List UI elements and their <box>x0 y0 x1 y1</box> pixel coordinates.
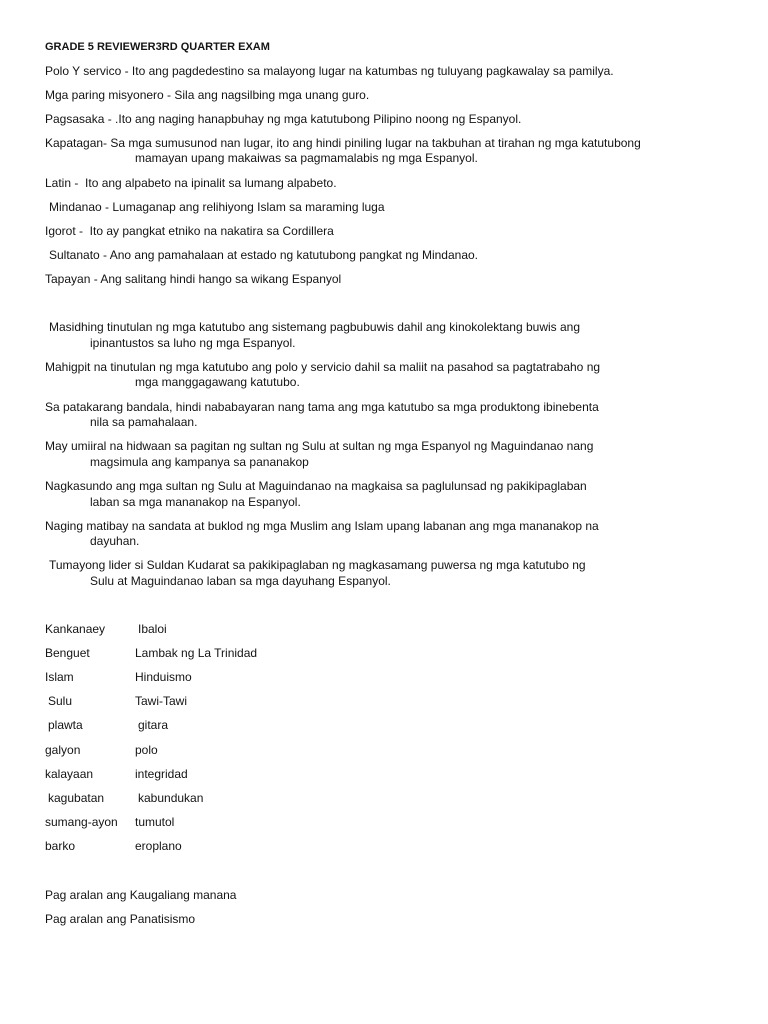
reviewer-item: Pagsasaka - .Ito ang naging hanapbuhay ng mga katutubong Pilipino noong ng Espanyol. <box>45 112 522 126</box>
statement-item: Masidhing tinutulan ng mga katutubo ang sistemang pagbubuwis dahil ang kinokolektang buwis ang <box>49 320 581 334</box>
reviewer-item-continuation: mamayan upang makaiwas sa pagmamalabis ng mga Espanyol. <box>135 151 478 165</box>
document-title: GRADE 5 REVIEWER3RD QUARTER EXAM <box>45 41 270 53</box>
word-pair-left: Sulu <box>48 694 73 708</box>
reviewer-item: Sultanato - Ano ang pamahalaan at estado ng katutubong pangkat ng Mindanao. <box>49 248 478 262</box>
statement-item: Sa patakarang bandala, hindi nababayaran nang tama ang mga katutubo sa mga produktong ibinebenta <box>45 400 599 414</box>
word-pair-right: Tawi-Tawi <box>135 694 188 708</box>
statement-continuation: laban sa mga mananakop na Espanyol. <box>90 495 301 509</box>
word-pair-left: sumang-ayon <box>45 815 118 829</box>
statement-item: Tumayong lider si Suldan Kudarat sa pakikipaglaban ng magkasamang puwersa ng mga katutubo ng <box>49 558 586 572</box>
reviewer-item: Mindanao - Lumaganap ang relihiyong Islam sa maraming luga <box>49 200 385 214</box>
word-pair-right: tumutol <box>135 815 175 829</box>
study-note: Pag aralan ang Panatisismo <box>45 912 196 926</box>
statement-continuation: ipinantustos sa luho ng mga Espanyol. <box>90 336 296 350</box>
reviewer-item: Mga paring misyonero - Sila ang nagsilbing mga unang guro. <box>45 88 370 102</box>
statement-continuation: magsimula ang kampanya sa pananakop <box>90 455 309 469</box>
word-pair-right: integridad <box>135 767 188 781</box>
statement-continuation: dayuhan. <box>90 534 140 548</box>
word-pair-left: barko <box>45 839 76 853</box>
word-pair-right: gitara <box>138 718 169 732</box>
word-pair-left: plawta <box>48 718 83 732</box>
word-pair-left: kalayaan <box>45 767 94 781</box>
word-pair-left: Islam <box>45 670 74 684</box>
word-pair-right: Hinduismo <box>135 670 192 684</box>
word-pair-left: Benguet <box>45 646 90 660</box>
study-note: Pag aralan ang Kaugaliang manana <box>45 888 237 902</box>
reviewer-item: Kapatagan- Sa mga sumusunod nan lugar, ito ang hindi piniling lugar na takbuhan at tirahan ng mga katutubong <box>45 136 641 150</box>
statement-item: Mahigpit na tinutulan ng mga katutubo ang polo y servicio dahil sa maliit na pasahod sa pagtatrabaho ng <box>45 360 601 374</box>
reviewer-item: Polo Y servico - Ito ang pagdedestino sa malayong lugar na katumbas ng tuluyang pagkawalay sa pamilya. <box>45 64 614 78</box>
word-pair-right: Ibaloi <box>138 622 167 636</box>
reviewer-item: Tapayan - Ang salitang hindi hango sa wikang Espanyol <box>45 272 342 286</box>
word-pair-right: polo <box>135 743 158 757</box>
word-pair-left: galyon <box>45 743 81 757</box>
reviewer-item: Latin - Ito ang alpabeto na ipinalit sa lumang alpabeto. <box>45 176 337 190</box>
statement-continuation: nila sa pamahalaan. <box>90 415 198 429</box>
word-pair-right: eroplano <box>135 839 182 853</box>
statement-item: Nagkasundo ang mga sultan ng Sulu at Maguindanao na magkaisa sa paglulunsad ng pakikipaglaban <box>45 479 587 493</box>
statement-continuation: mga manggagawang katutubo. <box>135 375 300 389</box>
statement-continuation: Sulu at Maguindanao laban sa mga dayuhang Espanyol. <box>90 574 391 588</box>
reviewer-item: Igorot - Ito ay pangkat etniko na nakatira sa Cordillera <box>45 224 334 238</box>
statement-item: May umiiral na hidwaan sa pagitan ng sultan ng Sulu at sultan ng mga Espanyol ng Maguindanao nang <box>45 439 594 453</box>
word-pair-right: kabundukan <box>138 791 204 805</box>
word-pair-left: Kankanaey <box>45 622 106 636</box>
word-pair-right: Lambak ng La Trinidad <box>135 646 258 660</box>
word-pair-left: kagubatan <box>48 791 105 805</box>
statement-item: Naging matibay na sandata at buklod ng mga Muslim ang Islam upang labanan ang mga mananakop na <box>45 519 599 533</box>
